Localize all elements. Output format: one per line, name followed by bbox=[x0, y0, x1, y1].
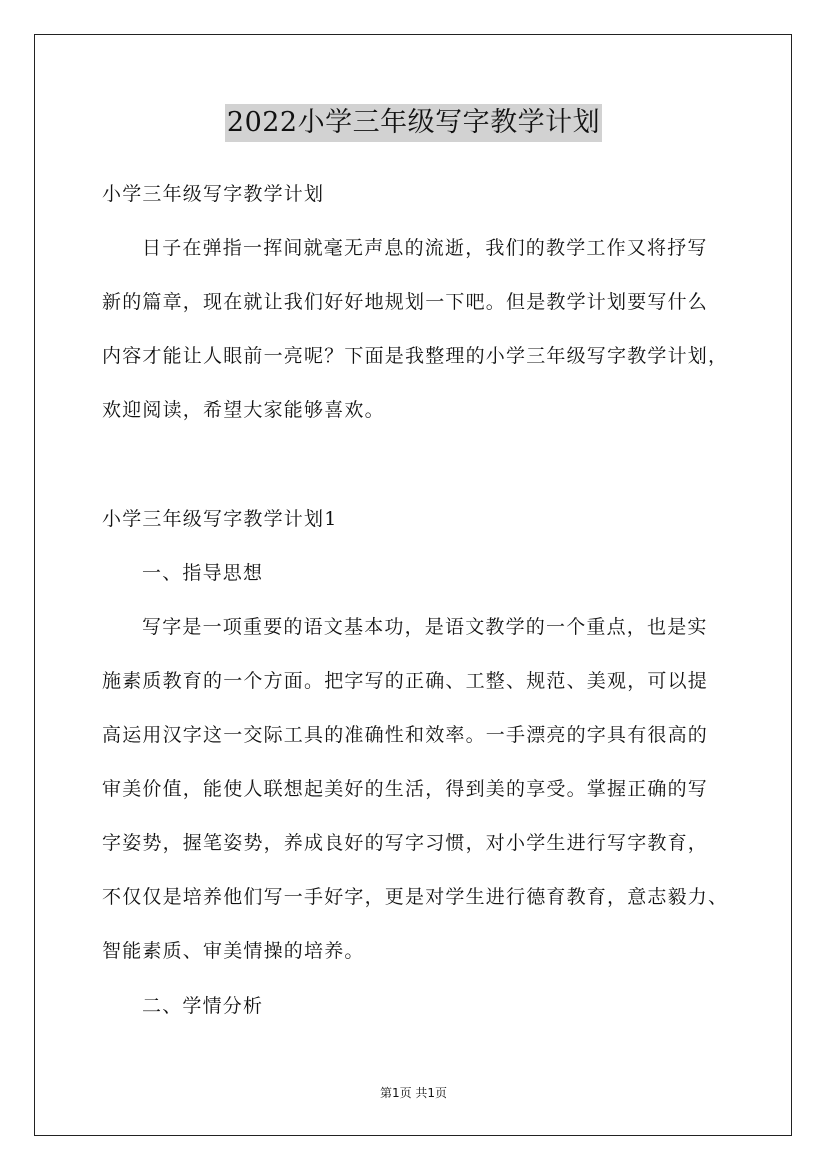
body-line: 高运用汉字这一交际工具的准确性和效率。一手漂亮的字具有很高的 bbox=[102, 724, 709, 746]
body-line: 审美价值，能使人联想起美好的生活，得到美的享受。掌握正确的写 bbox=[102, 778, 709, 800]
intro-line: 内容才能让人眼前一亮呢？下面是我整理的小学三年级写字教学计划， bbox=[102, 345, 729, 367]
page-number: 第1页 共1页 bbox=[379, 1086, 448, 1100]
document-subtitle: 小学三年级写字教学计划 bbox=[102, 183, 325, 205]
intro-line: 日子在弹指一挥间就毫无声息的流逝，我们的教学工作又将抒写 bbox=[142, 237, 708, 259]
body-line: 写字是一项重要的语文基本功，是语文教学的一个重点，也是实 bbox=[142, 616, 708, 638]
document-title: 2022小学三年级写字教学计划 bbox=[225, 104, 602, 142]
section-title: 小学三年级写字教学计划1 bbox=[102, 508, 338, 530]
title-container bbox=[0, 104, 827, 142]
body-line: 不仅仅是培养他们写一手好字，更是对学生进行德育教育，意志毅力、 bbox=[102, 886, 729, 908]
section-heading: 一、指导思想 bbox=[142, 562, 264, 584]
body-line: 字姿势，握笔姿势，养成良好的写字习惯，对小学生进行写字教育， bbox=[102, 832, 709, 854]
intro-line: 欢迎阅读，希望大家能够喜欢。 bbox=[102, 399, 385, 421]
section-heading: 二、学情分析 bbox=[142, 995, 264, 1017]
body-line: 施素质教育的一个方面。把字写的正确、工整、规范、美观，可以提 bbox=[102, 670, 709, 692]
body-line: 智能素质、审美情操的培养。 bbox=[102, 940, 365, 962]
intro-line: 新的篇章，现在就让我们好好地规划一下吧。但是教学计划要写什么 bbox=[102, 291, 709, 313]
